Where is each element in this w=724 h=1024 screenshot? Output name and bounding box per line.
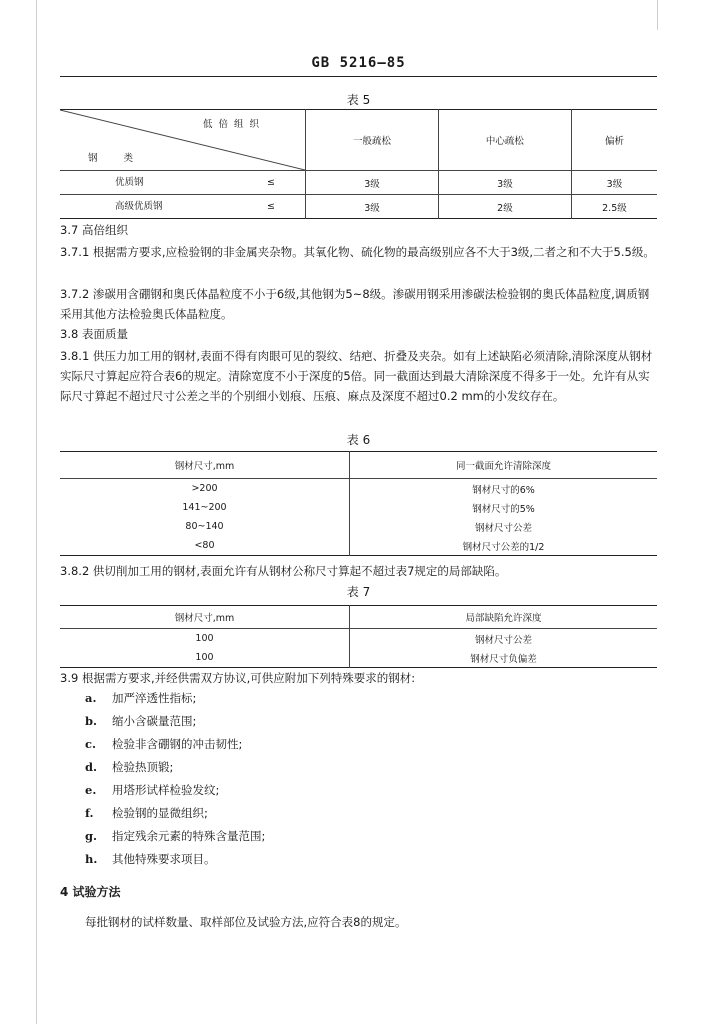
para-3-7-2: 3.7.2 渗碳用含硼钢和奥氏体晶粒度不小于6级,其他钢为5~8级。渗碳用钢采用渗碳法检验钢的奥氏体晶粒度,调质钢采用其他方法检验奥氏体晶粒度。 [60,287,650,321]
table-row [60,629,657,649]
table-row [60,479,657,499]
table-cell: <80 [60,536,350,556]
table-row [60,195,657,219]
para-3-7-1: 3.7.1 根据需方要求,应检验钢的非金属夹杂物。其氧化物、硫化物的最高级别应各不大于3级,二者之和不大于5.5级。 [60,245,655,259]
table-cell: >200 [60,479,350,499]
list-item: h. 其他特殊要求项目。 [85,852,216,866]
table-row [60,648,657,668]
diag-bottom-label: 钢类 [88,153,160,164]
para-3-8-1: 3.8.1 供压力加工用的钢材,表面不得有肉眼可见的裂纹、结疤、折叠及夹杂。如有上述缺陷必须清除,清除深度从钢材实际尺寸算起应符合表6的规定。清除宽度不小于深度的5倍。同一截面达到最大清除深度不得多于一处。允许有从实际尺寸算起不超过尺寸公差之半的个别细小划痕、压痕、麻点及深度不超过0.2 mm的小发纹存在。 [60,349,653,403]
list-item: c. 检验非含硼钢的冲击韧性; [85,737,243,751]
page-right-margin-line [657,0,658,30]
list-item: g. 指定残余元素的特殊含量范围; [85,829,266,843]
list-item: a. 加严淬透性指标; [85,691,197,705]
steel-type: 优质钢 [115,177,144,188]
table-cell: 3级 [438,171,571,195]
table6 [60,451,657,556]
section-3-7-title: 3.7 高倍组织 [60,223,128,237]
table6-col-header: 同一截面允许清除深度 [350,452,658,479]
operator: ≤ [267,201,275,212]
table-cell: 钢材尺寸的5% [472,503,535,515]
list-item: e. 用塔形试样检验发纹; [85,783,220,797]
table5-col-header: 偏析 [571,110,657,171]
header-rule [60,76,657,77]
table-cell: 141~200 [60,498,350,517]
table-cell: 80~140 [60,517,350,536]
table-row [60,498,657,517]
standard-code-header: GB 5216—85 [311,55,406,71]
table6-caption: 表 6 [346,433,371,447]
table7-col-header: 钢材尺寸,mm [60,606,350,629]
table6-col-header: 钢材尺寸,mm [60,452,350,479]
table-row [60,517,657,536]
table-cell: 钢材尺寸负偏差 [470,653,537,665]
table-cell: 2级 [438,195,571,219]
table-cell: 3级 [571,171,657,195]
para-3-9: 3.9 根据需方要求,并经供需双方协议,可供应附加下列特殊要求的钢材: [60,671,416,685]
para-4: 每批钢材的试样数量、取样部位及试验方法,应符合表8的规定。 [85,915,407,929]
table-cell: 3级 [306,171,439,195]
list-item: d. 检验热顶锻; [85,760,174,774]
page-left-margin-line [36,0,37,1024]
table5-col-header: 一般疏松 [306,110,439,171]
table5-diagonal-header [60,110,306,171]
table5 [60,109,657,219]
table-cell: 钢材尺寸公差 [474,634,532,646]
table-cell: 2.5级 [571,195,657,219]
table-cell: 100 [60,629,350,649]
table7-caption: 表 7 [346,585,371,599]
table5-col-header: 中心疏松 [438,110,571,171]
para-3-8-2: 3.8.2 供切削加工用的钢材,表面允许有从钢材公称尺寸算起不超过表7规定的局部缺陷。 [60,564,507,578]
table-row [60,171,657,195]
table-cell: 3级 [306,195,439,219]
steel-type: 高级优质钢 [115,201,163,212]
table5-caption: 表 5 [346,93,371,107]
table-cell: 钢材尺寸公差的1/2 [462,541,545,553]
list-item: b. 缩小含碳量范围; [85,714,197,728]
section-3-8-title: 3.8 表面质量 [60,327,128,341]
operator: ≤ [267,177,275,188]
table-cell: 钢材尺寸公差 [474,522,532,534]
list-item: f. 检验钢的显微组织; [85,806,208,820]
table-cell: 100 [60,648,350,668]
table-row [60,536,657,556]
table7 [60,605,657,668]
table7-col-header: 局部缺陷允许深度 [350,606,658,629]
table-cell: 钢材尺寸的6% [472,484,535,496]
diag-top-label: 低倍组织 [202,119,265,130]
section-4-title: 4 试验方法 [60,885,121,899]
